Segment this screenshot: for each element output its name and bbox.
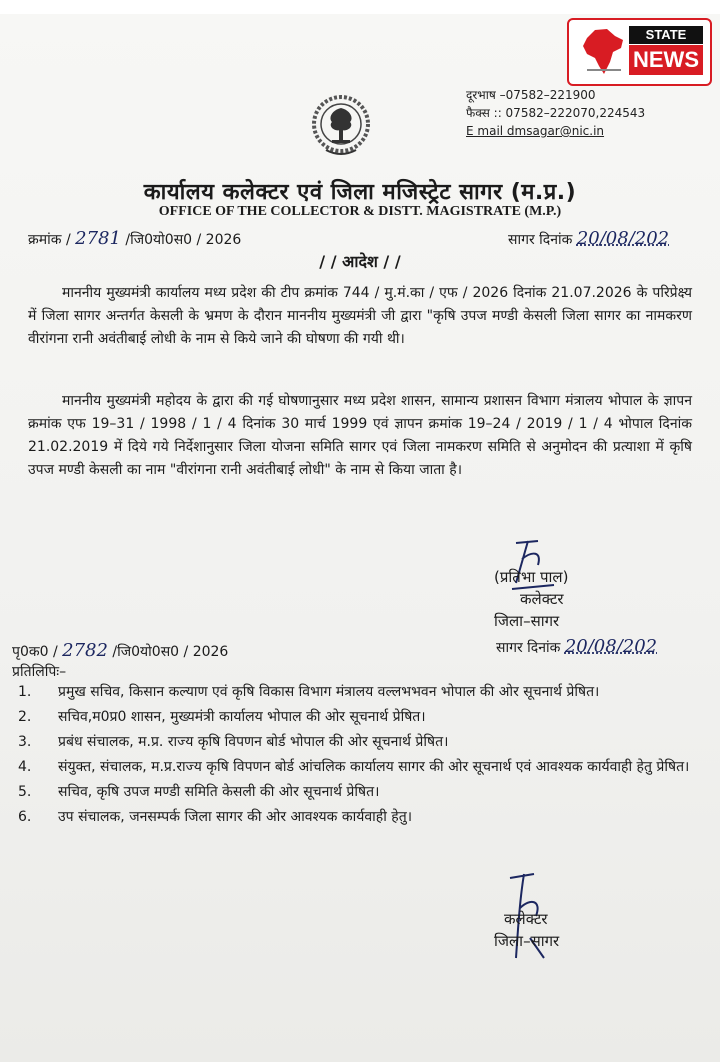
ref-prefix: क्रमांक: [28, 232, 62, 248]
email-text: E mail dmsagar@nic.in: [466, 124, 605, 138]
ref-number: 2781: [75, 228, 121, 249]
endorsement-ref-suffix: /जि0यो0स0 / 2026: [112, 644, 229, 660]
list-item-number: 3.: [18, 734, 32, 750]
state-emblem-icon: [310, 92, 372, 160]
order-paragraph-2: माननीय मुख्यमंत्री महोदय के द्वारा की गई घोषणानुसार मध्य प्रदेश शासन, सामान्य प्रशासन विभाग मंत्रालय भोपाल के ज्ञापन क्रमांक एफ 19–31 / 1998 / 1 / 4 दिनांक 30 मार्च 1999 एवं ज्ञापन क्रमांक 19–24 / 2019 / 1 / 4 भोपाल दिनांक 21.02.2019 में दिये गये निर्देशानुसार जिला योजना समिति सागर एवं जिला नामकरण समिति से अनुमोदन की प्रत्याशा में कृषि उपज मण्डी केसली का नाम "वीरांगना रानी अवंतीबाई लोधी" के नाम से किया जाता है।: [28, 393, 692, 478]
list-item-text: उप संचालक, जनसम्पर्क जिला सागर की ओर आवश्यक कार्यवाही हेतु।: [58, 809, 412, 825]
signatory-district-2: जिला–सागर: [494, 932, 560, 950]
list-item-text: प्रबंध संचालक, म.प्र. राज्य कृषि विपणन बोर्ड भोपाल की ओर सूचनार्थ प्रेषित।: [58, 734, 449, 750]
signatory-title-1: कलेक्टर: [520, 590, 564, 608]
signatory-name: (प्रतिभा पाल): [494, 568, 569, 586]
list-item-number: 5.: [18, 784, 32, 800]
signature-block-1: [494, 566, 568, 632]
document-page: [0, 14, 720, 1062]
order-date: 20/08/202: [576, 228, 670, 249]
list-item: [18, 807, 692, 828]
order-paragraph-1: माननीय मुख्यमंत्री कार्यालय मध्य प्रदेश की टीप क्रमांक 744 / मु.मं.का / एफ / 2026 दिनांक 21.07.2026 के परिप्रेक्ष्य में जिला सागर अन्तर्गत केसली के भ्रमण के दौरान माननीय मुख्यमंत्री जी द्वारा "कृषि उपज मण्डी केसली जिला सागर का नामकरण वीरांगना रानी अवंतीबाई लोधी के नाम से किये जाने की घोषणा की गयी थी।: [28, 285, 692, 347]
office-title-english: OFFICE OF THE COLLECTOR & DISTT. MAGISTRATE (M.P.): [158, 204, 562, 219]
endorsement-ref-number: 2782: [62, 640, 108, 661]
order-heading: / / आदेश / /: [319, 252, 401, 271]
contact-info: [466, 86, 645, 140]
ref-suffix: /जि0यो0स0 / 2026: [125, 232, 242, 248]
place-date-label: सागर दिनांक: [508, 232, 573, 248]
list-item-number: 1.: [18, 684, 32, 700]
list-item: [18, 707, 692, 728]
endorsement-date: 20/08/202: [564, 636, 658, 657]
list-item: [18, 732, 692, 753]
order-reference: क्रमांक / 2781 /जि0यो0स0 / 2026: [28, 228, 242, 249]
watermark-news-text: NEWS: [629, 45, 703, 75]
list-item-number: 6.: [18, 809, 32, 825]
india-map-icon: [577, 26, 629, 78]
state-news-watermark: [567, 18, 712, 86]
signatory-title-2: कलेक्टर: [504, 910, 548, 928]
copy-to-list: [18, 682, 692, 832]
endorsement-reference: पृ0क0 / 2782 /जि0यो0स0 / 2026: [12, 640, 229, 661]
list-item-text: प्रमुख सचिव, किसान कल्याण एवं कृषि विकास विभाग मंत्रालय वल्लभभवन भोपाल की ओर सूचनार्थ प्रेषित।: [58, 684, 600, 700]
endorsement-date-line: [496, 636, 657, 657]
list-item-text: संयुक्त, संचालक, म.प्र.राज्य कृषि विपणन बोर्ड आंचलिक कार्यालय सागर की ओर सूचनार्थ एवं आवश्यक कार्यवाही हेतु प्रेषित।: [58, 759, 690, 775]
list-item-number: 2.: [18, 709, 32, 725]
phone-text: दूरभाष –07582–221900: [466, 88, 596, 102]
order-date-line: [508, 228, 669, 249]
watermark-state-text: STATE: [629, 26, 703, 44]
list-item-text: सचिव,म0प्र0 शासन, मुख्यमंत्री कार्यालय भोपाल की ओर सूचनार्थ प्रेषित।: [58, 709, 426, 725]
endorsement-date-label: सागर दिनांक: [496, 640, 561, 656]
copy-to-label: प्रतिलिपिः–: [12, 664, 67, 680]
signatory-district-1: जिला–सागर: [494, 612, 560, 630]
top-strip: [0, 0, 720, 14]
office-title-hindi: कार्यालय कलेक्टर एवं जिला मजिस्ट्रेट सागर (म.प्र.): [143, 180, 577, 205]
signature-block-2: [494, 908, 559, 952]
list-item: [18, 682, 692, 703]
list-item-number: 4.: [18, 759, 32, 775]
endorsement-ref-prefix: पृ0क0: [12, 644, 49, 660]
list-item-text: सचिव, कृषि उपज मण्डी समिति केसली की ओर सूचनार्थ प्रेषित।: [58, 784, 380, 800]
list-item: [18, 782, 692, 803]
list-item: [18, 757, 692, 778]
fax-text: फैक्स :: 07582–222070,224543: [466, 106, 646, 120]
